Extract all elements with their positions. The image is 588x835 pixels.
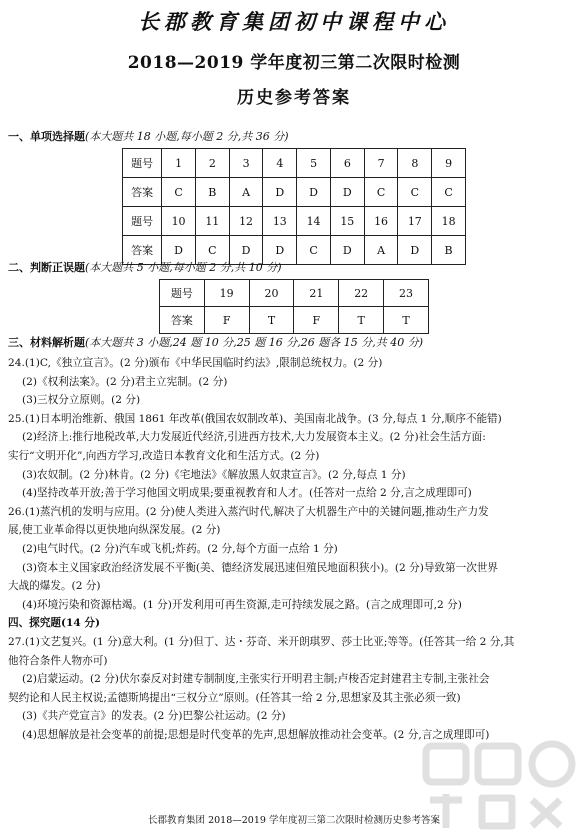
table-row xyxy=(160,307,429,334)
answer-line: 他符合条件人物亦可) xyxy=(8,654,108,667)
answer-line: (2)启蒙运动。(2 分)伏尔泰反对封建专制制度,主张实行开明君主制;卢梭否定封建君主专制,主张社会 xyxy=(22,673,490,686)
table-row xyxy=(123,178,466,207)
section-4-heading: 四、探究题(14 分) xyxy=(8,617,101,630)
section-1-heading xyxy=(8,128,289,144)
answer-text-block xyxy=(8,354,582,744)
answer-cell: T xyxy=(249,307,294,334)
answer-cell: D xyxy=(263,178,297,207)
page-footer: 长郡教育集团 2018—2019 学年度初三第二次限时检测历史参考答案 xyxy=(148,815,440,826)
answer-cell: T xyxy=(339,307,384,334)
answer-line: (3)农奴制。(2 分)林肯。(2 分)《宅地法》《解放黑人奴隶宣言》。(2 分,每点 1 分) xyxy=(22,468,406,481)
answer-cell: C xyxy=(195,236,229,265)
answer-cell: B xyxy=(195,178,229,207)
question-number-cell: 8 xyxy=(398,149,432,178)
answer-line: 展,使工业革命得以更快地向纵深发展。(2 分) xyxy=(8,524,221,537)
question-number-cell: 6 xyxy=(330,149,364,178)
question-number-cell: 17 xyxy=(398,207,432,236)
table-row xyxy=(123,149,466,178)
question-number-cell: 20 xyxy=(249,280,294,307)
question-number-cell: 14 xyxy=(297,207,331,236)
question-number-cell: 18 xyxy=(432,207,466,236)
answer-cell: C xyxy=(297,236,331,265)
question-number-cell: 15 xyxy=(330,207,364,236)
section-3-heading xyxy=(8,334,423,350)
answer-line: 大战的爆发。(2 分) xyxy=(8,580,101,593)
answer-line: (4)坚持改革开放;善于学习他国文明成果;要重视教育和人才。(任答对一点给 2 分,言之成理即可) xyxy=(22,487,472,500)
section-2-heading xyxy=(8,259,282,275)
answer-cell: D xyxy=(398,236,432,265)
question-number-cell: 5 xyxy=(297,149,331,178)
answer-cell: C xyxy=(364,178,398,207)
organization-name: 长郡教育集团初中课程中心 xyxy=(138,9,450,34)
answer-line: (2)《权利法案》。(2 分)君主立宪制。(2 分) xyxy=(22,375,228,388)
answer-line: (2)电气时代。(2 分)汽车或飞机;炸药。(2 分,每个方面一点给 1 分) xyxy=(22,542,338,555)
answer-line: 实行“文明开化”,向西方学习,改造日本教育文化和生活方式。(2 分) xyxy=(8,449,320,462)
question-number-cell: 3 xyxy=(229,149,263,178)
section-1-note: (本大题共 18 小题,每小题 2 分,共 36 分) xyxy=(85,130,289,143)
question-number-cell: 10 xyxy=(162,207,196,236)
exam-title: 2018—2019 学年度初三第二次限时检测 xyxy=(127,53,461,73)
table-row xyxy=(160,280,429,307)
answer-cell: F xyxy=(204,307,249,334)
answer-cell: D xyxy=(162,236,196,265)
question-number-cell: 13 xyxy=(263,207,297,236)
question-number-cell: 11 xyxy=(195,207,229,236)
question-number-cell: 19 xyxy=(204,280,249,307)
question-number-cell: 16 xyxy=(364,207,398,236)
question-number-cell: 9 xyxy=(432,149,466,178)
answer-line: (3)《共产党宣言》的发表。(2 分)巴黎公社运动。(2 分) xyxy=(22,710,286,723)
answer-cell: T xyxy=(384,307,429,334)
question-number-cell: 1 xyxy=(162,149,196,178)
multiple-choice-answer-table xyxy=(122,148,466,265)
answer-cell: D xyxy=(263,236,297,265)
question-number-cell: 21 xyxy=(294,280,339,307)
section-2-label: 二、判断正误题 xyxy=(8,261,85,274)
answer-line: (2)经济上:推行地税改革,大力发展近代经济,引进西方技术,大力发展资本主义。(2 分)社会生活方面: xyxy=(22,431,486,444)
section-1-label: 一、单项选择题 xyxy=(8,130,85,143)
answer-cell: A xyxy=(229,178,263,207)
answer-line: (4)环境污染和资源枯竭。(1 分)开发利用可再生资源,走可持续发展之路。(言之成理即可,2 分) xyxy=(22,598,462,611)
answer-cell: D xyxy=(330,236,364,265)
table-row xyxy=(123,207,466,236)
answer-cell: D xyxy=(297,178,331,207)
answer-line: (3)三权分立原则。(2 分) xyxy=(22,394,141,407)
row-label: 答案 xyxy=(160,307,205,334)
section-2-note: (本大题共 5 小题,每小题 2 分,共 10 分) xyxy=(85,261,282,274)
answer-cell: A xyxy=(364,236,398,265)
question-number-cell: 12 xyxy=(229,207,263,236)
row-label: 题号 xyxy=(123,207,162,236)
answer-cell: C xyxy=(432,178,466,207)
answer-cell: C xyxy=(398,178,432,207)
row-label: 题号 xyxy=(160,280,205,307)
row-label: 题号 xyxy=(123,149,162,178)
question-number-cell: 23 xyxy=(384,280,429,307)
answer-line: 25.(1)日本明治维新、俄国 1861 年改革(俄国农奴制改革)、美国南北战争。(3 分,每点 1 分,顺序不能错) xyxy=(8,412,502,425)
answer-line: 契约论和人民主权说;孟德斯鸠提出“三权分立”原则。(任答其一给 2 分,思想家及其主张必须一致) xyxy=(8,691,461,704)
answer-cell: D xyxy=(330,178,364,207)
section-3-note: (本大题共 3 小题,24 题 10 分,25 题 16 分,26 题各 15 分,共 40 分) xyxy=(85,336,424,349)
row-label: 答案 xyxy=(123,178,162,207)
answer-cell: F xyxy=(294,307,339,334)
answer-line: 27.(1)文艺复兴。(1 分)意大利。(1 分)但丁、达・芬奇、米开朗琪罗、莎士比亚;等等。(任答其一给 2 分,其 xyxy=(8,635,515,648)
question-number-cell: 7 xyxy=(364,149,398,178)
question-number-cell: 2 xyxy=(195,149,229,178)
row-label: 答案 xyxy=(123,236,162,265)
true-false-answer-table xyxy=(159,279,429,334)
answer-key-title: 历史参考答案 xyxy=(237,88,351,108)
answer-line: 24.(1)C,《独立宣言》。(2 分)颁布《中华民国临时约法》,限制总统权力。(2 分) xyxy=(8,357,383,369)
section-3-label: 三、材料解析题 xyxy=(8,336,85,349)
answer-line: (4)思想解放是社会变革的前提;思想是时代变革的先声,思想解放推动社会变革。(2 分,言之成理即可) xyxy=(22,728,490,741)
question-number-cell: 4 xyxy=(263,149,297,178)
answer-cell: B xyxy=(432,236,466,265)
question-number-cell: 22 xyxy=(339,280,384,307)
answer-line: (3)资本主义国家政治经济发展不平衡(美、德经济发展迅速但殖民地面积狭小)。(2 分)导致第一次世界 xyxy=(22,561,498,574)
answer-cell: C xyxy=(162,178,196,207)
answer-line: 26.(1)蒸汽机的发明与应用。(2 分)使人类进入蒸汽时代,解决了大机器生产中的关键问题,推动生产力发 xyxy=(8,505,489,518)
answer-cell: D xyxy=(229,236,263,265)
